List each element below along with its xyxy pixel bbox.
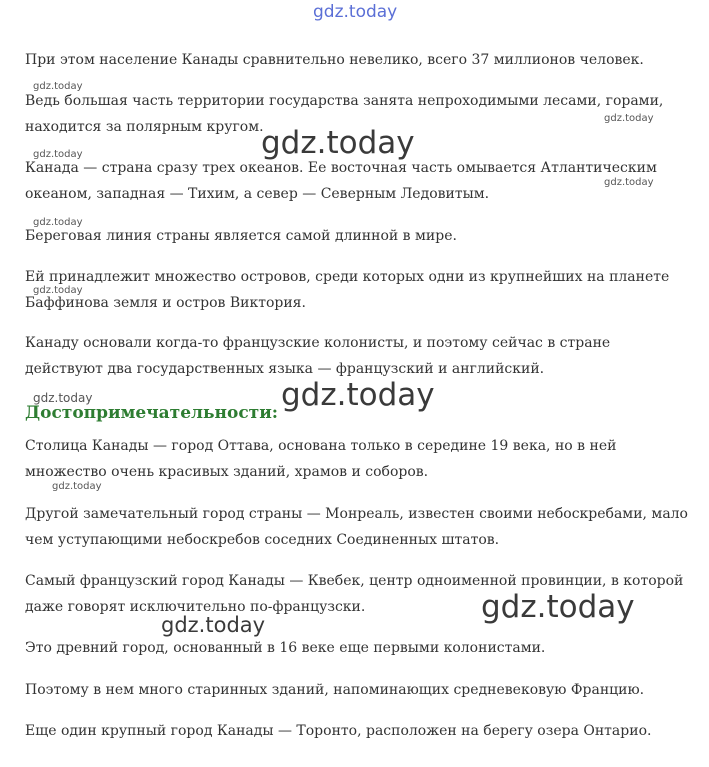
watermark: gdz.today: [33, 81, 83, 92]
watermark: gdz.today: [33, 285, 83, 296]
paragraph: Другой замечательный город страны — Монреаль, известен своими небоскребами, мало чем уступающими небоскребов соседних Соединенных штатов.: [25, 506, 688, 548]
watermark: gdz.today: [52, 481, 102, 492]
paragraph: Канаду основали когда-то французские колонисты, и поэтому сейчас в стране действуют два государственных языка — французский и английский.: [25, 335, 611, 377]
watermark: gdz.today: [481, 589, 635, 625]
watermark: gdz.today: [604, 113, 654, 124]
watermark: gdz.today: [261, 125, 415, 161]
paragraph: Это древний город, основанный в 16 веке еще первыми колонистами.: [25, 640, 546, 656]
watermark: gdz.today: [313, 2, 398, 22]
watermark: gdz.today: [33, 391, 93, 405]
paragraph: При этом население Канады сравнительно невелико, всего 37 миллионов человек.: [25, 52, 644, 68]
watermark: gdz.today: [161, 613, 266, 637]
paragraph: Ей принадлежит множество островов, среди которых одни из крупнейших на планете Баффинова земля и остров Виктория.: [25, 269, 670, 311]
watermark: gdz.today: [33, 217, 83, 228]
paragraph: Столица Канады — город Оттава, основана только в середине 19 века, но в ней множество очень красивых зданий, храмов и соборов.: [25, 438, 617, 480]
paragraph: Поэтому в нем много старинных зданий, напоминающих средневековую Францию.: [25, 682, 645, 698]
paragraph: Канада — страна сразу трех океанов. Ее восточная часть омывается Атлантическим океаном, западная — Тихим, а север — Северным Ледовитым.: [25, 160, 657, 202]
watermark: gdz.today: [33, 149, 83, 160]
paragraph: Самый французский город Канады — Квебек, центр одноименной провинции, в которой даже говорят исключительно по-французски.: [25, 573, 684, 615]
watermark: gdz.today: [281, 377, 435, 413]
paragraph: Еще один крупный город Канады — Торонто, расположен на берегу озера Онтарио.: [25, 723, 652, 739]
paragraph: Береговая линия страны является самой длинной в мире.: [25, 228, 457, 244]
watermark: gdz.today: [604, 177, 654, 188]
paragraph: Ведь большая часть территории государства занята непроходимыми лесами, горами, находится за полярным кругом.: [25, 93, 664, 135]
section-heading: Достопримечательности:: [25, 403, 279, 423]
